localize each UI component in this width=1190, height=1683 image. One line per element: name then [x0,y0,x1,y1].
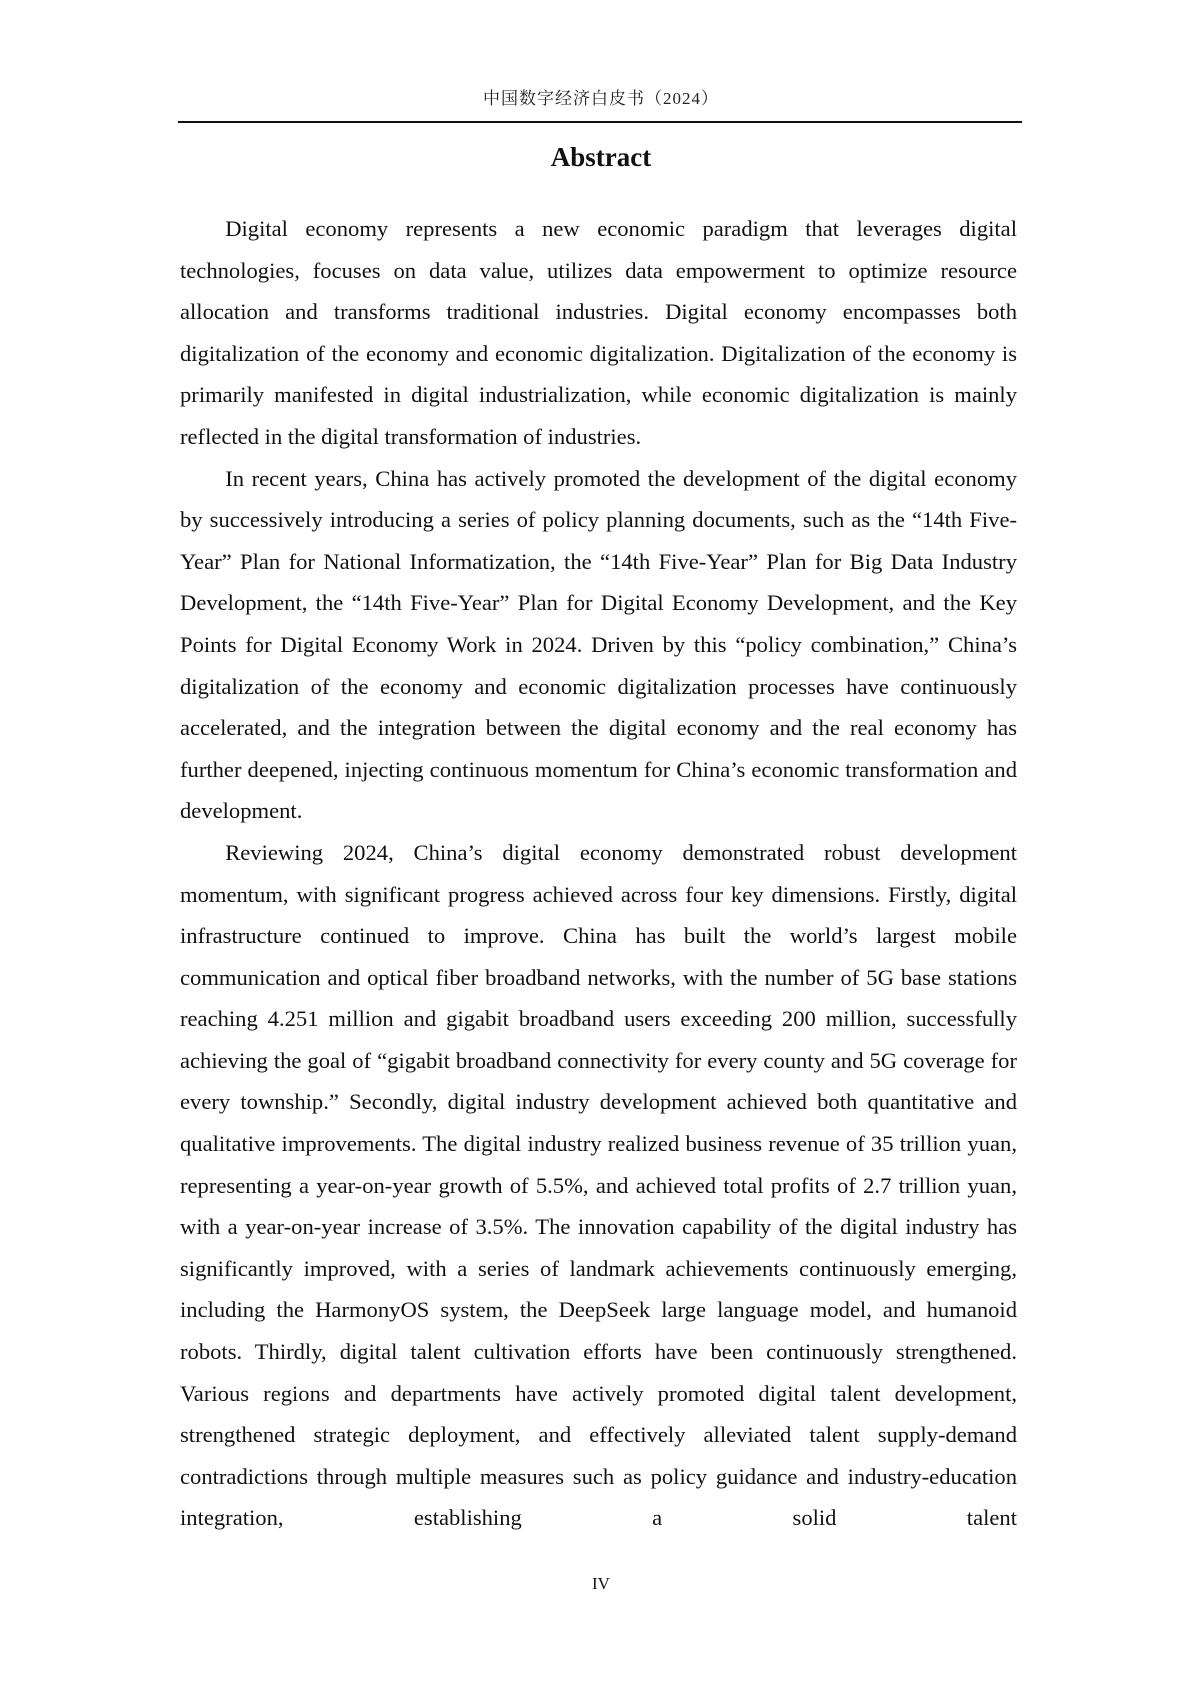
abstract-body [180,208,1017,1539]
section-title: Abstract [550,142,652,172]
paragraph-definition: Digital economy represents a new economic paradigm that leverages digital technologies, focuses on data value, utilizes data empowerment to optimize resource allocation and transforms traditional industries. Digital economy encompasses both digitalization of the economy and economic digitalization. Digitalization of the economy is primarily manifested in digital industrialization, while economic digitalization is mainly reflected in the digital transformation of industries. [180,216,1017,449]
paragraph-review-2024: Reviewing 2024, China’s digital economy demonstrated robust development momentum, with significant progress achieved across four key dimensions. Firstly, digital infrastructure continued to improve. China has built the world’s largest mobile communication and optical fiber broadband networks, with the number of 5G base stations reaching 4.251 million and gigabit broadband users exceeding 200 million, successfully achieving the goal of “gigabit broadband connectivity for every county and 5G coverage for every township.” Secondly, digital industry development achieved both quantitative and qualitative improvements. The digital industry realized business revenue of 35 trillion yuan, representing a year-on-year growth of 5.5%, and achieved total profits of 2.7 trillion yuan, with a year-on-year increase of 3.5%. The innovation capability of the digital industry has significantly improved, with a series of landmark achievements continuously emerging, including the HarmonyOS system, the DeepSeek large language model, and humanoid robots. Thirdly, digital talent cultivation efforts have been continuously strengthened. Various regions and departments have actively promoted digital talent development, strengthened strategic deployment, and effectively alleviated talent supply-demand contradictions through multiple measures such as policy guidance and industry-education integration, establishing a solid talent [180,839,1017,1531]
running-header: 中国数字经济白皮书（2024） [483,89,719,108]
paragraph-policy: In recent years, China has actively promoted the development of the digital economy by successively introducing a series of policy planning documents, such as the “14th Five-Year” Plan for National Informatization, the “14th Five-Year” Plan for Big Data Industry Development, the “14th Five-Year” Plan for Digital Economy Development, and the Key Points for Digital Economy Work in 2024. Driven by this “policy combination,” China’s digitalization of the economy and economic digitalization processes have continuously accelerated, and the integration between the digital economy and the real economy has further deepened, injecting continuous momentum for China’s economic transformation and development. [180,465,1017,824]
header-divider [178,121,1022,123]
page-number: IV [592,1574,610,1593]
